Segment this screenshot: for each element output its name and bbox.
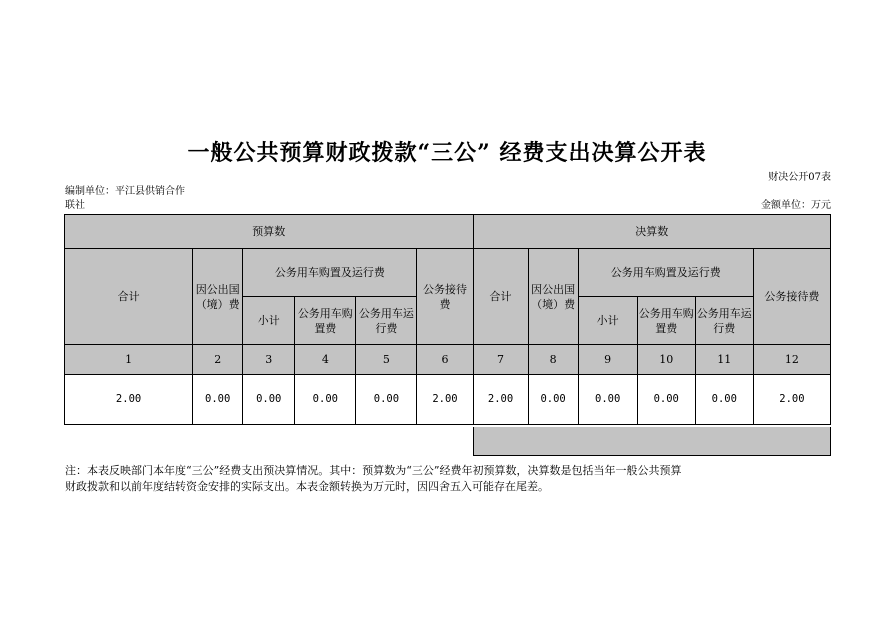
value-cell: 0.00 xyxy=(243,375,295,425)
value-cell: 2.00 xyxy=(753,375,830,425)
column-number: 11 xyxy=(695,345,753,375)
expense-table xyxy=(64,214,831,425)
column-number: 9 xyxy=(578,345,637,375)
column-number: 5 xyxy=(356,345,417,375)
value-cell: 0.00 xyxy=(356,375,417,425)
budget-subtotal-header: 小计 xyxy=(243,297,295,345)
note-line-2: 财政拨款和以前年度结转资金安排的实际支出。本表金额转换为万元时，因四舍五入可能存在尾差。 xyxy=(65,480,549,493)
shaded-footer-block xyxy=(473,427,831,456)
final-abroad-header: 因公出国（境）费 xyxy=(528,249,578,345)
organization-line-1: 编制单位：平江县供销合作 xyxy=(65,186,185,197)
final-vehicle-purchase-header: 公务用车购置费 xyxy=(637,297,695,345)
column-number: 6 xyxy=(417,345,473,375)
organization-line-2: 联社 xyxy=(65,200,85,211)
value-cell: 0.00 xyxy=(637,375,695,425)
value-row xyxy=(65,375,831,425)
budget-abroad-header: 因公出国（境）费 xyxy=(193,249,243,345)
form-code: 财决公开07表 xyxy=(768,172,831,183)
value-cell: 2.00 xyxy=(65,375,193,425)
column-number: 12 xyxy=(753,345,830,375)
note-line-1: 注：本表反映部门本年度“三公”经费支出预决算情况。其中：预算数为“三公”经费年初预算数，决算数是包括当年一般公共预算 xyxy=(65,464,682,477)
value-cell: 0.00 xyxy=(695,375,753,425)
budget-reception-header: 公务接待费 xyxy=(417,249,473,345)
page-title: 一般公共预算财政拨款“三公” 经费支出决算公开表 xyxy=(187,140,707,166)
column-number: 3 xyxy=(243,345,295,375)
budget-vehicle-header: 公务用车购置及运行费 xyxy=(243,249,417,297)
value-cell: 2.00 xyxy=(417,375,473,425)
final-reception-header: 公务接待费 xyxy=(753,249,830,345)
value-cell: 0.00 xyxy=(295,375,356,425)
column-number-row xyxy=(65,345,831,375)
amount-unit: 金额单位：万元 xyxy=(761,200,831,211)
column-number: 4 xyxy=(295,345,356,375)
budget-group-header: 预算数 xyxy=(65,215,474,249)
final-total-header: 合计 xyxy=(473,249,528,345)
column-number: 2 xyxy=(193,345,243,375)
budget-total-header: 合计 xyxy=(65,249,193,345)
value-cell: 0.00 xyxy=(528,375,578,425)
value-cell: 2.00 xyxy=(473,375,528,425)
final-vehicle-header: 公务用车购置及运行费 xyxy=(578,249,753,297)
column-number: 8 xyxy=(528,345,578,375)
column-number: 1 xyxy=(65,345,193,375)
final-subtotal-header: 小计 xyxy=(578,297,637,345)
final-group-header: 决算数 xyxy=(473,215,831,249)
budget-vehicle-purchase-header: 公务用车购置费 xyxy=(295,297,356,345)
table-note xyxy=(65,463,765,495)
value-cell: 0.00 xyxy=(193,375,243,425)
column-number: 10 xyxy=(637,345,695,375)
budget-vehicle-running-header: 公务用车运行费 xyxy=(356,297,417,345)
final-vehicle-running-header: 公务用车运行费 xyxy=(695,297,753,345)
value-cell: 0.00 xyxy=(578,375,637,425)
column-number: 7 xyxy=(473,345,528,375)
